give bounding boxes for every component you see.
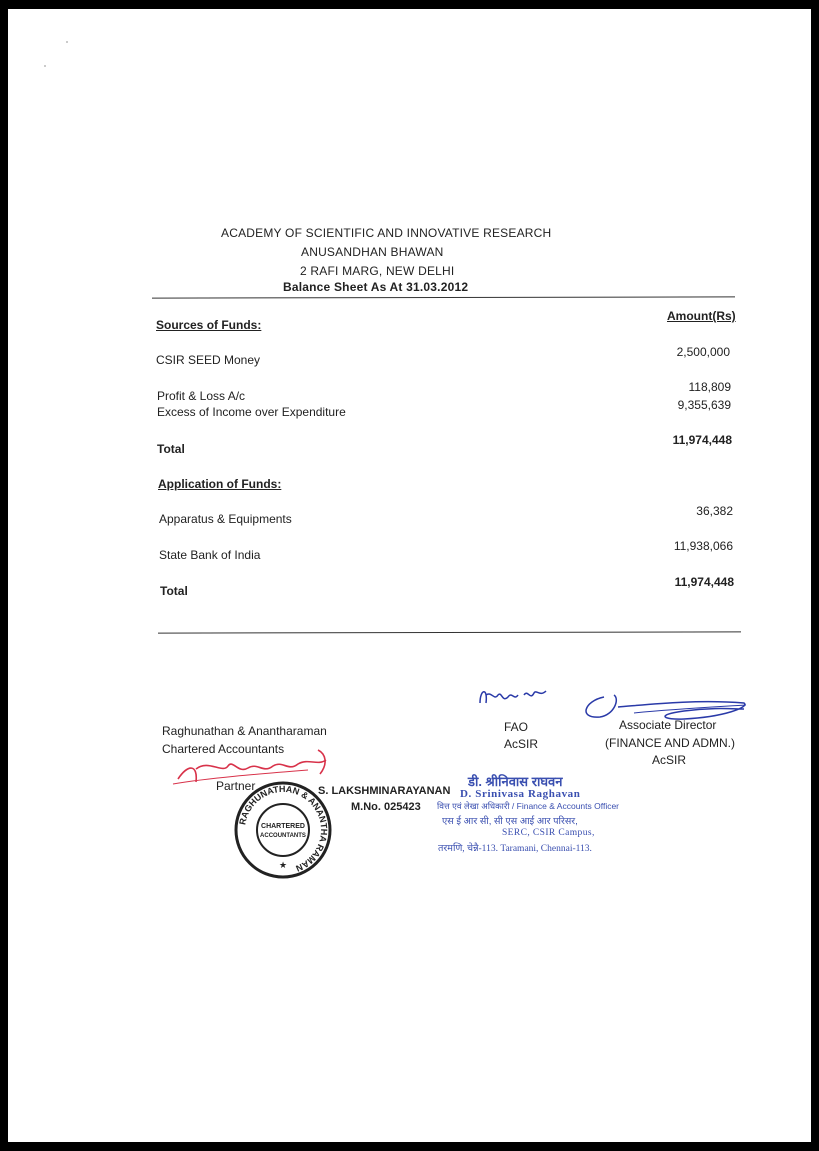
membership-number: M.No. 025423 xyxy=(351,801,421,813)
application-heading: Application of Funds: xyxy=(158,477,282,491)
seal-inner-text-2: ACCOUNTANTS xyxy=(260,833,306,839)
auditor-designation: Chartered Accountants xyxy=(162,742,285,756)
application-total-label: Total xyxy=(160,584,188,598)
amount-column-header: Amount(Rs) xyxy=(667,309,736,323)
source-row-amount: 2,500,000 xyxy=(676,345,730,359)
source-row-label: Excess of Income over Expenditure xyxy=(157,405,346,419)
fao-title: FAO xyxy=(504,720,529,734)
header-rule xyxy=(152,296,735,298)
org-name: ACADEMY OF SCIENTIFIC AND INNOVATIVE RESEARCH xyxy=(221,226,552,240)
sources-total-label: Total xyxy=(157,442,185,456)
seal-inner-text-1: CHARTERED xyxy=(261,823,305,830)
auditor-role: Partner xyxy=(216,779,256,793)
associate-director-org: AcSIR xyxy=(652,753,687,767)
address: 2 RAFI MARG, NEW DELHI xyxy=(300,264,455,278)
auditor-firm: Raghunathan & Anantharaman xyxy=(162,724,327,738)
auditor-seal xyxy=(233,780,333,880)
source-row-label: Profit & Loss A/c xyxy=(157,389,246,403)
associate-director-title: Associate Director xyxy=(619,718,717,732)
statement-title: Balance Sheet As At 31.03.2012 xyxy=(283,280,469,294)
stamp-campus: SERC, CSIR Campus, xyxy=(502,828,595,838)
source-row-amount: 9,355,639 xyxy=(677,398,731,412)
seal-outer-text: RAGHUNATHAN & ANANTHA RAMAN xyxy=(237,783,330,874)
fao-signature xyxy=(474,681,554,711)
associate-director-subtitle: (FINANCE AND ADMN.) xyxy=(605,736,736,750)
document-page xyxy=(8,9,811,1142)
partner-name: S. LAKSHMINARAYANAN xyxy=(318,785,451,797)
svg-text:★: ★ xyxy=(278,860,288,870)
seal-icon xyxy=(233,780,333,880)
sources-total-amount: 11,974,448 xyxy=(672,433,732,447)
scan-speck xyxy=(66,41,68,43)
source-row-amount: 118,809 xyxy=(688,380,731,394)
application-row-amount: 36,382 xyxy=(696,504,733,518)
sources-heading: Sources of Funds: xyxy=(156,318,262,332)
source-row-label: CSIR SEED Money xyxy=(156,353,261,367)
building-name: ANUSANDHAN BHAWAN xyxy=(301,245,444,259)
application-row-amount: 11,938,066 xyxy=(673,539,733,553)
application-row-label: Apparatus & Equipments xyxy=(159,512,292,526)
footer-rule xyxy=(158,631,741,633)
stamp-org-hindi: एस ई आर सी, सी एस आई आर परिसर, xyxy=(442,816,578,827)
application-total-amount: 11,974,448 xyxy=(674,575,734,589)
application-row-label: State Bank of India xyxy=(159,548,261,562)
fao-org: AcSIR xyxy=(504,737,539,751)
stamp-designation: वित्त एवं लेखा अधिकारी / Finance & Accounts Officer xyxy=(437,801,620,811)
stamp-hindi-name: डी. श्रीनिवास राघवन xyxy=(468,774,563,789)
scan-speck xyxy=(44,65,46,67)
stamp-location: तरमणि, चेन्नै-113. Taramani, Chennai-113. xyxy=(438,844,592,854)
stamp-name: D. Srinivasa Raghavan xyxy=(460,788,581,800)
